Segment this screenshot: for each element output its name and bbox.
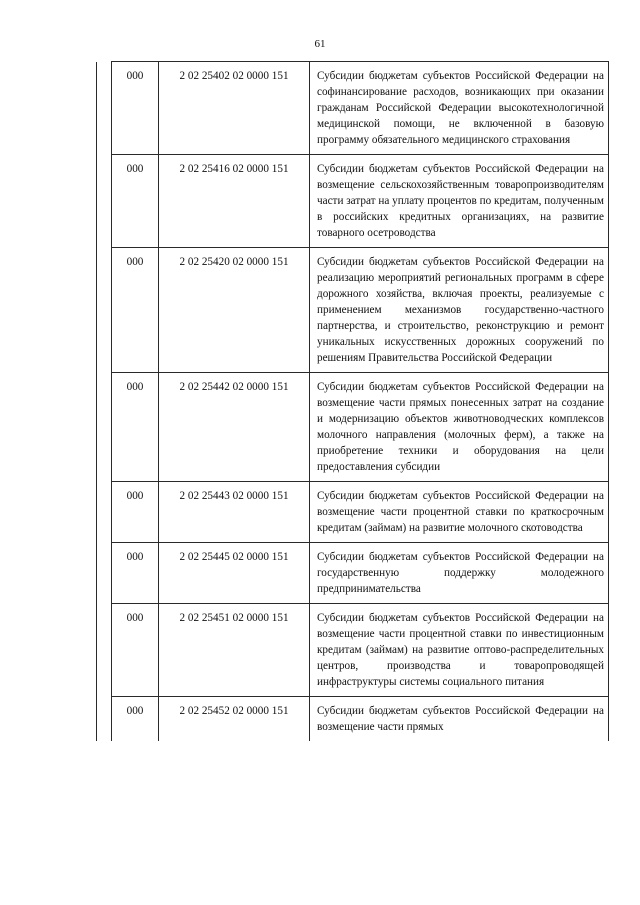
budget-code-cell: 2 02 25402 02 0000 151 — [159, 62, 310, 155]
row-empty-cell — [97, 248, 112, 373]
row-empty-cell — [97, 604, 112, 697]
table-body — [97, 62, 609, 742]
table-row — [97, 697, 609, 742]
table-row — [97, 62, 609, 155]
row-empty-cell — [97, 543, 112, 604]
admin-code-cell: 000 — [112, 697, 159, 742]
row-empty-cell — [97, 373, 112, 482]
table-row — [97, 373, 609, 482]
budget-code-cell: 2 02 25420 02 0000 151 — [159, 248, 310, 373]
budget-code-cell: 2 02 25416 02 0000 151 — [159, 155, 310, 248]
description-cell: Субсидии бюджетам субъектов Российской Федерации на государственную поддержку молодежного предпринимательства — [310, 543, 609, 604]
table-row — [97, 543, 609, 604]
description-cell: Субсидии бюджетам субъектов Российской Федерации на возмещение части процентной ставки по краткосрочным кредитам (займам) на развитие молочного скотоводства — [310, 482, 609, 543]
admin-code-cell: 000 — [112, 62, 159, 155]
page-number: 61 — [314, 38, 326, 50]
table-row — [97, 248, 609, 373]
admin-code-cell: 000 — [112, 543, 159, 604]
table-row — [97, 482, 609, 543]
budget-code-cell: 2 02 25443 02 0000 151 — [159, 482, 310, 543]
admin-code-cell: 000 — [112, 155, 159, 248]
table-row — [97, 155, 609, 248]
admin-code-cell: 000 — [112, 373, 159, 482]
budget-code-cell: 2 02 25442 02 0000 151 — [159, 373, 310, 482]
description-cell: Субсидии бюджетам субъектов Российской Федерации на возмещение части прямых понесенных затрат на создание и модернизацию объектов животноводческих комплексов молочного направления (молочных ферм), а также на приобретение техники и оборудования на цели предоставления субсидии — [310, 373, 609, 482]
description-cell: Субсидии бюджетам субъектов Российской Федерации на возмещение части прямых — [310, 697, 609, 742]
table-row — [97, 604, 609, 697]
row-empty-cell — [97, 155, 112, 248]
row-empty-cell — [97, 62, 112, 155]
admin-code-cell: 000 — [112, 604, 159, 697]
budget-classification-table — [96, 61, 609, 741]
budget-code-cell: 2 02 25452 02 0000 151 — [159, 697, 310, 742]
admin-code-cell: 000 — [112, 482, 159, 543]
description-cell: Субсидии бюджетам субъектов Российской Федерации на софинансирование расходов, возникающих при оказании гражданам Российской Федерации высокотехнологичной медицинской помощи, не включенной в базовую программу обязательного медицинского страхования — [310, 62, 609, 155]
admin-code-cell: 000 — [112, 248, 159, 373]
description-cell: Субсидии бюджетам субъектов Российской Федерации на реализацию мероприятий региональных программ в сфере дорожного хозяйства, включая проекты, реализуемые с применением механизмов государственно-частного партнерства, и строительство, реконструкцию и ремонт уникальных искусственных дорожных сооружений по решениям Правительства Российской Федерации — [310, 248, 609, 373]
budget-code-cell: 2 02 25451 02 0000 151 — [159, 604, 310, 697]
description-cell: Субсидии бюджетам субъектов Российской Федерации на возмещение сельскохозяйственным товаропроизводителям части затрат на уплату процентов по кредитам, полученным в российских кредитных организациях, на развитие товарного осетроводства — [310, 155, 609, 248]
row-empty-cell — [97, 482, 112, 543]
budget-code-cell: 2 02 25445 02 0000 151 — [159, 543, 310, 604]
row-empty-cell — [97, 697, 112, 742]
description-cell: Субсидии бюджетам субъектов Российской Федерации на возмещение части процентной ставки по инвестиционным кредитам (займам) на развитие оптово-распределительных центров, производства и товаропроводящей инфраструктуры системы социального питания — [310, 604, 609, 697]
